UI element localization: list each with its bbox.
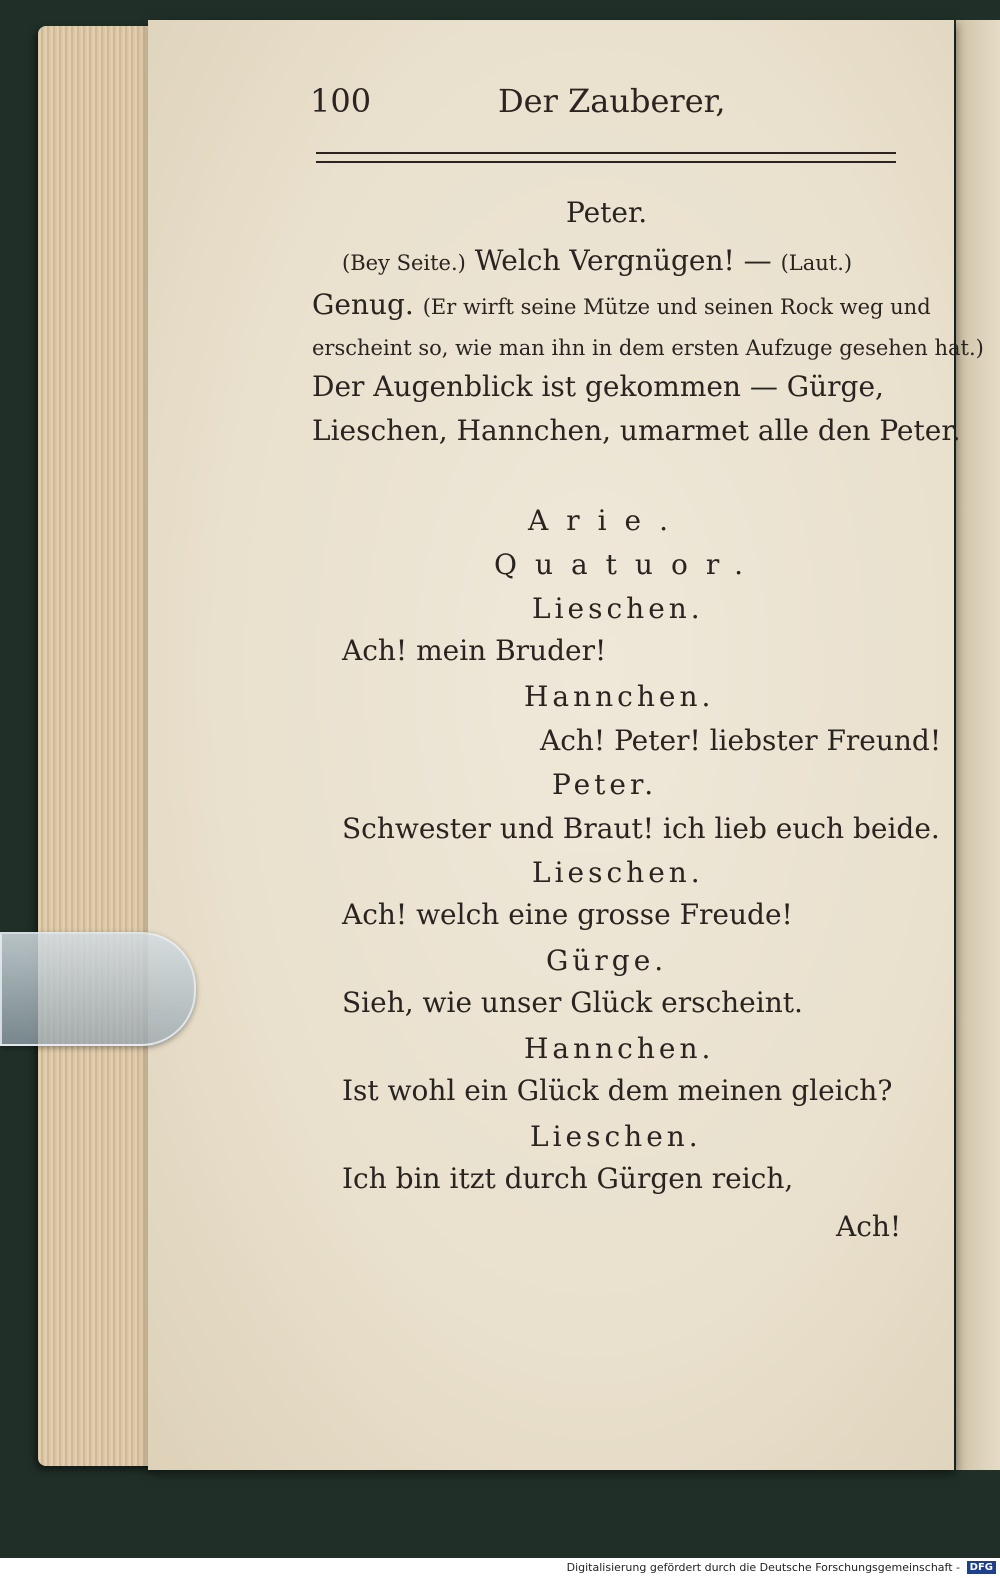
verse-line: Schwester und Braut! ich lieb euch beide. bbox=[342, 812, 940, 845]
footer-credit: Digitalisierung gefördert durch die Deutsche Forschungsgemeinschaft - bbox=[566, 1561, 960, 1574]
header-rule bbox=[316, 152, 896, 163]
speaker-peter: Peter. bbox=[566, 196, 648, 229]
stage-line-2 bbox=[312, 288, 931, 321]
speaker-hannchen: Hannchen. bbox=[524, 680, 715, 713]
verse-line: Ach! Peter! liebster Freund! bbox=[540, 724, 942, 757]
stage-direction-aside: (Bey Seite.) bbox=[342, 251, 466, 275]
page-header bbox=[310, 82, 900, 126]
speaker-lieschen: Lieschen. bbox=[532, 592, 704, 625]
stage-direction-cont: erscheint so, wie man ihn in dem ersten Aufzuge gesehen hat.) bbox=[312, 336, 984, 360]
catchword: Ach! bbox=[836, 1210, 902, 1243]
speaker-peter: Peter. bbox=[552, 768, 658, 801]
dfg-logo: DFG bbox=[967, 1561, 996, 1574]
speaker-hannchen: Hannchen. bbox=[524, 1032, 715, 1065]
verse-line: Ach! mein Bruder! bbox=[342, 634, 607, 667]
speech-line: Lieschen, Hannchen, umarmet alle den Peter. bbox=[312, 414, 961, 447]
speech-line: Der Augenblick ist gekommen — Gürge, bbox=[312, 370, 884, 403]
facing-page-edge bbox=[956, 20, 1000, 1470]
page-number: 100 bbox=[310, 82, 372, 120]
running-head: Der Zauberer, bbox=[498, 82, 726, 120]
speech-text: Genug. bbox=[312, 288, 414, 321]
verse-line: Ich bin itzt durch Gürgen reich, bbox=[342, 1162, 794, 1195]
verse-line: Ist wohl ein Glück dem meinen gleich? bbox=[342, 1074, 893, 1107]
speaker-lieschen: Lieschen. bbox=[530, 1120, 702, 1153]
stage-line-1 bbox=[342, 244, 852, 277]
aria-title: Arie. bbox=[528, 504, 687, 537]
stage-direction-aloud: (Laut.) bbox=[780, 251, 853, 275]
verse-line: Ach! welch eine grosse Freude! bbox=[342, 898, 793, 931]
verse-line: Sieh, wie unser Glück erscheint. bbox=[342, 986, 803, 1019]
stage-direction: (Er wirft seine Mütze und seinen Rock weg und bbox=[422, 295, 931, 319]
quartet-title: Quatuor. bbox=[494, 548, 762, 581]
page-clip bbox=[0, 932, 196, 1046]
page-edges bbox=[38, 26, 158, 1466]
speaker-lieschen: Lieschen. bbox=[532, 856, 704, 889]
speaker-gurge: Gürge. bbox=[546, 944, 668, 977]
speech-text: Welch Vergnügen! — bbox=[474, 244, 772, 277]
digitization-footer bbox=[0, 1558, 1000, 1578]
